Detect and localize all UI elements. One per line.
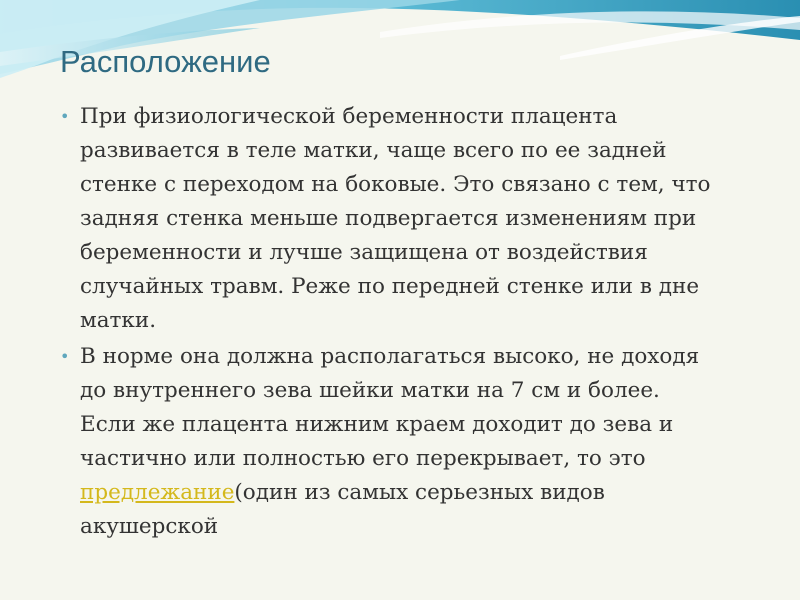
previa-link[interactable]: предлежание bbox=[80, 480, 235, 505]
bullet-item-placenta-location bbox=[58, 100, 718, 338]
round-bullet-icon: • bbox=[60, 347, 70, 366]
bullet-text-start: В норме она должна располагаться высоко, не доходя до внутреннего зева шейки матки на 7 см и более. Если же плацента нижним краем доходит до зева и частично или полностью его перекрывает, то это bbox=[80, 344, 700, 471]
bullet-text: При физиологической беременности плацента развивается в теле матки, чаще всего по ее задней стенке с переходом на боковые. Это связано с тем, что задняя стенка меньше подвергается изменениям при беременности и лучше защищена от воздействия случайных травм. Реже по передней стенке или в дне матки. bbox=[80, 104, 711, 333]
slide-title: Расположение bbox=[60, 44, 271, 79]
bullet-text-end: (один из самых серьезных видов акушерской bbox=[80, 480, 605, 539]
slide-body bbox=[58, 100, 718, 546]
round-bullet-icon: • bbox=[60, 107, 70, 126]
bullet-item-normal-position bbox=[58, 340, 718, 544]
